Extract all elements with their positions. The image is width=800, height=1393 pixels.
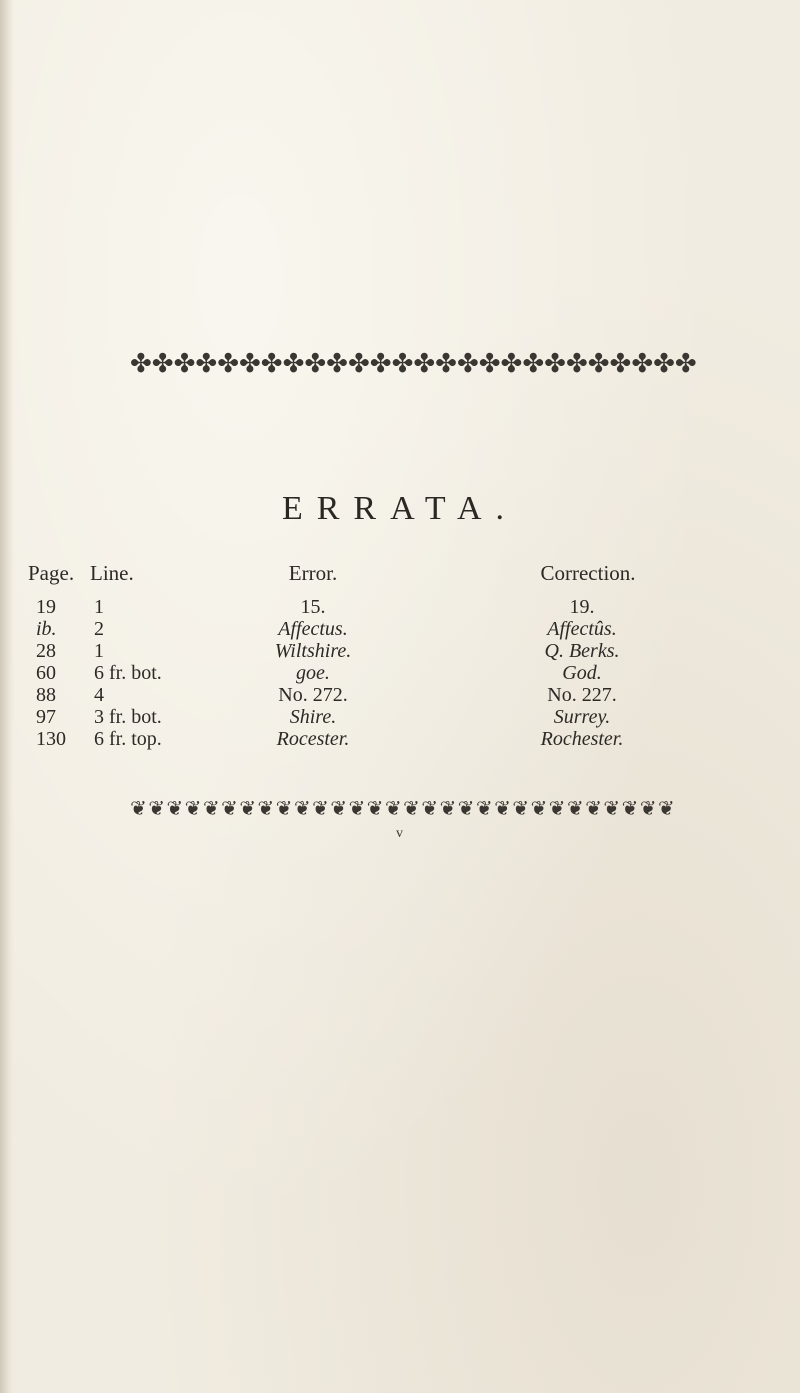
fleuron-ornament-icon: ✤ [238, 349, 261, 379]
fleuron-ornament-icon: ✤ [674, 349, 697, 379]
header-correction: Correction. [540, 561, 636, 585]
fleuron-ornament-icon: ❦ [621, 796, 639, 820]
fleuron-ornament-icon: ✤ [653, 349, 675, 379]
errata-line-cell: 3 fr. bot. [94, 706, 162, 728]
fleuron-ornament-icon: ❦ [457, 796, 475, 820]
fleuron-ornament-icon: ✤ [151, 349, 174, 379]
fleuron-ornament-icon: ❦ [421, 796, 439, 820]
errata-line-cell: 1 [94, 640, 104, 662]
errata-row [28, 640, 778, 662]
page-title: ERRATA. [281, 490, 518, 527]
errata-correction-cell: Q. Berks. [544, 640, 620, 662]
fleuron-ornament-icon: ✤ [304, 349, 327, 379]
errata-row [28, 662, 778, 684]
errata-error-cell: goe. [296, 662, 330, 684]
fleuron-ornament-icon: ❦ [475, 796, 493, 820]
errata-correction-cell: Surrey. [553, 706, 611, 728]
errata-row [28, 684, 778, 706]
fleuron-ornament-icon: ✤ [500, 349, 523, 379]
fleuron-ornament-icon: ❦ [184, 796, 202, 820]
fleuron-ornament-icon: ❦ [348, 796, 366, 820]
errata-error-cell: Rocester. [276, 728, 350, 750]
errata-error-cell: Wiltshire. [274, 640, 352, 662]
fleuron-ornament-icon: ✤ [565, 349, 588, 379]
errata-line-cell: 4 [94, 684, 104, 706]
errata-row [28, 706, 778, 728]
top-ornament-band [130, 346, 697, 382]
errata-page-cell: 88 [36, 684, 56, 706]
fleuron-ornament-icon: ❦ [403, 796, 420, 820]
fleuron-ornament-icon: ✤ [195, 349, 218, 379]
errata-page-cell: 19 [36, 596, 56, 618]
errata-page-cell: ib. [36, 618, 57, 640]
header-line: Line. [90, 561, 134, 585]
fleuron-ornament-icon: ❦ [603, 796, 621, 820]
errata-page-cell: 60 [36, 662, 56, 684]
fleuron-ornament-icon: ❦ [275, 796, 293, 820]
bottom-ornament-band [130, 794, 675, 822]
errata-correction-cell: Rochester. [540, 728, 624, 750]
fleuron-ornament-icon: ❦ [657, 796, 675, 820]
fleuron-ornament-icon: ✤ [217, 349, 239, 379]
header-page: Page. [28, 561, 75, 585]
errata-line-cell: 6 fr. bot. [94, 662, 162, 684]
fleuron-ornament-icon: ❦ [293, 796, 311, 820]
errata-error-cell: Shire. [289, 706, 337, 728]
fleuron-ornament-icon: ✤ [347, 349, 370, 379]
errata-table [28, 562, 778, 750]
fleuron-ornament-icon: ✤ [130, 349, 152, 379]
errata-row [28, 618, 778, 640]
fleuron-ornament-icon: ❦ [384, 796, 402, 820]
fleuron-ornament-icon: ❦ [312, 796, 329, 820]
errata-correction-cell: 19. [569, 596, 595, 618]
fleuron-ornament-icon: ❦ [639, 796, 657, 820]
errata-line-cell: 1 [94, 596, 104, 618]
errata-header-row [28, 562, 778, 596]
errata-error-cell: Affectus. [278, 618, 348, 640]
fleuron-ornament-icon: ✤ [326, 349, 348, 379]
fleuron-ornament-icon: ✤ [260, 349, 283, 379]
fleuron-ornament-icon: ✤ [413, 349, 436, 379]
errata-page-cell: 130 [36, 728, 66, 750]
errata-correction-cell: Affectûs. [547, 618, 617, 640]
fleuron-ornament-icon: ❦ [148, 796, 165, 820]
fleuron-ornament-icon: ❦ [366, 796, 384, 820]
fleuron-ornament-icon: ✤ [282, 349, 305, 379]
fleuron-ornament-icon: ✤ [391, 349, 414, 379]
fleuron-ornament-icon: ✤ [631, 349, 654, 379]
fleuron-ornament-icon: ❦ [130, 796, 147, 820]
errata-correction-cell: No. 227. [547, 684, 617, 706]
fleuron-ornament-icon: ❦ [166, 796, 184, 820]
errata-row [28, 596, 778, 618]
fleuron-ornament-icon: ❦ [585, 796, 602, 820]
errata-correction-cell: God. [562, 662, 602, 684]
fleuron-ornament-icon: ✤ [478, 349, 501, 379]
errata-line-cell: 2 [94, 618, 104, 640]
fleuron-ornament-icon: ✤ [173, 349, 196, 379]
fleuron-ornament-icon: ❦ [494, 796, 511, 820]
errata-line-cell: 6 fr. top. [94, 728, 162, 750]
page-binding-edge [0, 0, 14, 1393]
fleuron-ornament-icon: ❦ [221, 796, 238, 820]
header-error: Error. [288, 561, 338, 585]
errata-error-cell: 15. [300, 596, 326, 618]
fleuron-ornament-icon: ✤ [587, 349, 610, 379]
fleuron-ornament-icon: ✤ [544, 349, 566, 379]
fleuron-ornament-icon: ✤ [369, 349, 392, 379]
fleuron-ornament-icon: ✤ [435, 349, 457, 379]
fleuron-ornament-icon: ✤ [522, 349, 545, 379]
fleuron-ornament-icon: ✤ [456, 349, 479, 379]
signature-mark: v [396, 826, 403, 841]
fleuron-ornament-icon: ❦ [202, 796, 220, 820]
fleuron-ornament-icon: ❦ [530, 796, 548, 820]
errata-page-cell: 97 [36, 706, 56, 728]
fleuron-ornament-icon: ✤ [609, 349, 632, 379]
fleuron-ornament-icon: ❦ [566, 796, 584, 820]
errata-error-cell: No. 272. [278, 684, 348, 706]
fleuron-ornament-icon: ❦ [512, 796, 530, 820]
fleuron-ornament-icon: ❦ [239, 796, 256, 820]
errata-rows [28, 596, 778, 750]
fleuron-ornament-icon: ❦ [257, 796, 275, 820]
fleuron-ornament-icon: ❦ [548, 796, 566, 820]
fleuron-ornament-icon: ❦ [330, 796, 347, 820]
errata-row [28, 728, 778, 750]
errata-page-cell: 28 [36, 640, 56, 662]
fleuron-ornament-icon: ❦ [439, 796, 457, 820]
